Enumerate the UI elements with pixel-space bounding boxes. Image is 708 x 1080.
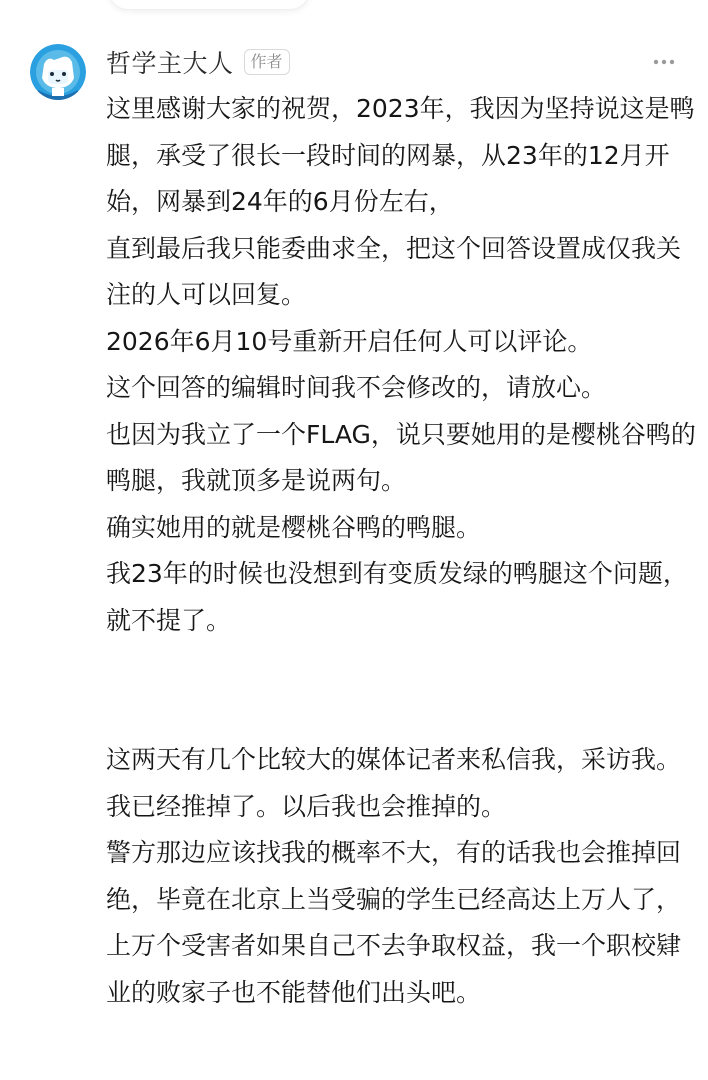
comment-paragraph: 这里感谢大家的祝贺，2023年，我因为坚持说这是鸭腿，承受了很长一段时间的网暴，从23年的12月开始，网暴到24年的6月份左右，: [106, 94, 695, 216]
comment-header: [106, 42, 290, 82]
comment-paragraph: 2026年6月10号重新开启任何人可以评论。: [106, 326, 593, 356]
author-name[interactable]: 哲学主大人: [106, 49, 234, 78]
comment-paragraph: 确实她用的就是樱桃谷鸭的鸭腿。: [106, 512, 482, 542]
comment-paragraph: 我23年的时候也没想到有变质发绿的鸭腿这个问题，就不提了。: [106, 559, 688, 635]
comment-paragraph: 这个回答的编辑时间我不会修改的，请放心。: [106, 373, 607, 402]
paragraph-gap: [106, 644, 696, 737]
comment-body: [106, 86, 696, 1016]
comment-paragraph: 这两天有几个比较大的媒体记者来私信我，采访我。: [106, 745, 682, 774]
author-badge: 作者: [244, 49, 290, 75]
cartoon-avatar-icon: [30, 44, 86, 100]
comment-paragraph: 我已经推掉了。以后我也会推掉的。: [106, 791, 507, 821]
avatar[interactable]: [30, 44, 86, 100]
comment-paragraph: 警方那边应该找我的概率不大，有的话我也会推掉回绝，毕竟在北京上当受骗的学生已经高达上万人了，上万个受害者如果自己不去争取权益，我一个职校肄业的败家子也不能替他们出头吧。: [106, 838, 682, 1007]
comment-paragraph: 也因为我立了一个FLAG，说只要她用的是樱桃谷鸭的鸭腿，我就顶多是说两句。: [106, 419, 696, 495]
comment-paragraph: 直到最后我只能委曲求全，把这个回答设置成仅我关注的人可以回复。: [106, 233, 682, 309]
more-dots-icon[interactable]: [652, 52, 676, 72]
